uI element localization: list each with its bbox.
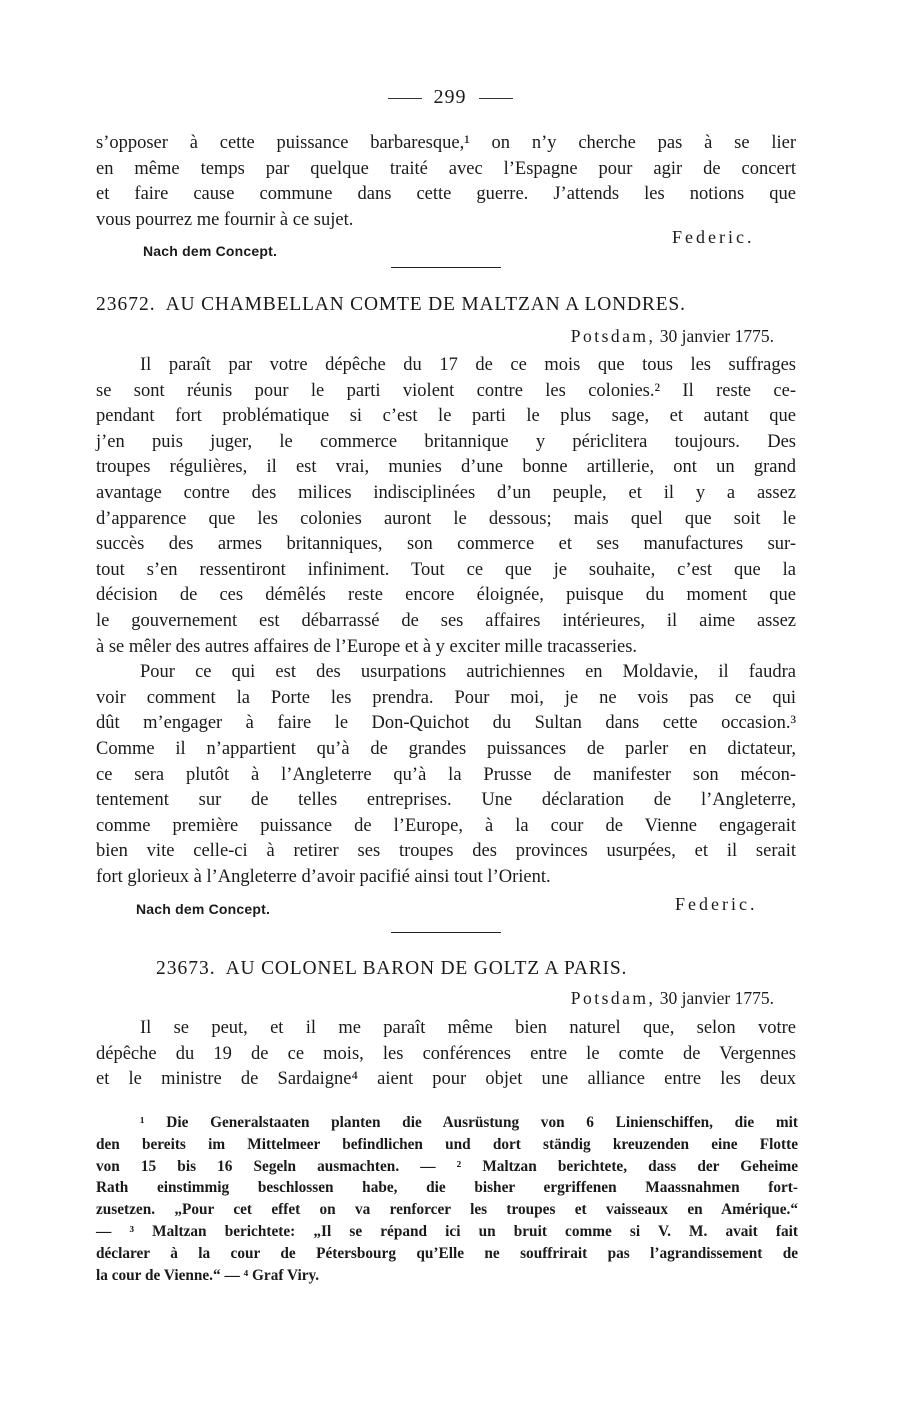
text-line: dût m’engager à faire le Don-Quichot du Sultan dans cette occasion.³ [96,713,796,734]
dateline-place: Potsdam, [570,988,656,1008]
source-note: Nach dem Concept. [136,901,271,917]
dateline-date: 30 janvier 1775. [659,988,774,1008]
page-number-dash-right [479,98,513,99]
page-number-dash-left [388,98,422,99]
text-line: le gouvernement est débarrassé de ses affaires intérieures, il aime assez [96,610,796,631]
source-note: Nach dem Concept. [143,243,278,259]
letter-title: AU CHAMBELLAN COMTE DE MALTZAN A LONDRES. [165,294,686,315]
text-line: pendant fort problématique si c’est le parti le plus sage, et autant que [96,406,796,427]
dateline [571,326,774,347]
footnote-line: von 15 bis 16 Segeln ausmachten. — ² Maltzan berichtete, dass der Geheime [96,1157,798,1175]
letter-number: 23673. [156,958,216,979]
text-line: Comme il n’appartient qu’à de grandes puissances de parler en dictateur, [96,738,796,759]
continuation-text [96,131,796,233]
dateline [571,988,774,1009]
text-line: et faire cause commune dans cette guerre. J’attends les notions que [96,184,796,205]
text-line: vous pourrez me fournir à ce sujet. [96,209,354,230]
text-line: succès des armes britanniques, son commerce et ses manufactures sur- [96,534,796,555]
section-divider [391,267,501,268]
footnote-line: — ³ Maltzan berichtete: „Il se répand ici un bruit comme si V. M. avait fait [96,1222,798,1240]
text-line: Il paraît par votre dépêche du 17 de ce mois que tous les suffrages [140,355,796,375]
text-line: j’en puis juger, le commerce britannique y périclitera toujours. Des [96,431,796,452]
page-number [0,86,900,109]
signature: Federic. [672,227,755,247]
footnote-line: ¹ Die Generalstaaten planten die Ausrüstung von 6 Linienschiffen, die mit [140,1114,798,1131]
letter-title: AU COLONEL BARON DE GOLTZ A PARIS. [225,958,628,979]
letter-body [96,1016,796,1093]
footnotes [96,1112,798,1286]
footnote-line: zusetzen. „Pour cet effet on va renforcer les troupes et vaisseaux en Amérique.“ [96,1201,798,1219]
dateline-date: 30 janvier 1775. [659,326,774,346]
text-line: ce sera plutôt à l’Angleterre qu’à la Prusse de manifester son mécon- [96,764,796,785]
dateline-place: Potsdam, [570,326,656,346]
signature: Federic. [675,894,758,914]
text-line: dépêche du 19 de ce mois, les conférences entre le comte de Vergennes [96,1043,796,1064]
text-line: troupes régulières, il est vrai, munies d’une bonne artillerie, ont un grand [96,457,796,478]
text-line: et le ministre de Sardaigne⁴ aient pour objet une alliance entre les deux [96,1069,796,1090]
text-line: tout s’en ressentiront infiniment. Tout ce que je souhaite, c’est que la [96,559,796,580]
section-divider [391,932,501,933]
text-line: s’opposer à cette puissance barbaresque,¹ on n’y cherche pas à se lier [96,133,796,153]
page-number-text: 299 [433,86,467,108]
text-line: bien vite celle-ci à retirer ses troupes des provinces usurpées, et il serait [96,841,796,862]
letter-number: 23672. [96,294,156,315]
text-line: voir comment la Porte les prendra. Pour moi, je ne vois pas ce qui [96,687,796,708]
text-line: décision de ces démêlés reste encore éloignée, puisque du moment que [96,585,796,606]
footnote-line: den bereits im Mittelmeer befindlichen und dort ständig kreuzenden eine Flotte [96,1135,798,1153]
text-line: tentement sur de telles entreprises. Une déclaration de l’Angleterre, [96,790,796,811]
text-line: se sont réunis pour le parti violent contre les colonies.² Il reste ce- [96,380,796,401]
letter-heading [96,294,796,316]
footnote-line: la cour de Vienne.“ — ⁴ Graf Viry. [96,1266,320,1284]
text-line: fort glorieux à l’Angleterre d’avoir pacifié ainsi tout l’Orient. [96,866,551,887]
text-line: Pour ce qui est des usurpations autrichiennes en Moldavie, il faudra [140,662,796,683]
text-line: Il se peut, et il me paraît même bien naturel que, selon votre [140,1018,796,1038]
text-line: à se mêler des autres affaires de l’Europe et à y exciter mille tracasseries. [96,636,638,657]
text-line: en même temps par quelque traité avec l’Espagne pour agir de concert [96,158,796,179]
text-line: comme première puissance de l’Europe, à la cour de Vienne engagerait [96,815,796,836]
letter-heading [156,958,856,980]
footnote-line: déclarer à la cour de Pétersbourg qu’Elle ne souffrirait pas l’agrandissement de [96,1244,798,1262]
text-line: avantage contre des milices indisciplinées d’un peuple, et il y a assez [96,482,796,503]
footnote-line: Rath einstimmig beschlossen habe, die bisher ergriffenen Maassnahmen fort- [96,1179,798,1197]
letter-body [96,353,796,890]
text-line: d’apparence que les colonies auront le dessous; mais quel que soit le [96,508,796,529]
